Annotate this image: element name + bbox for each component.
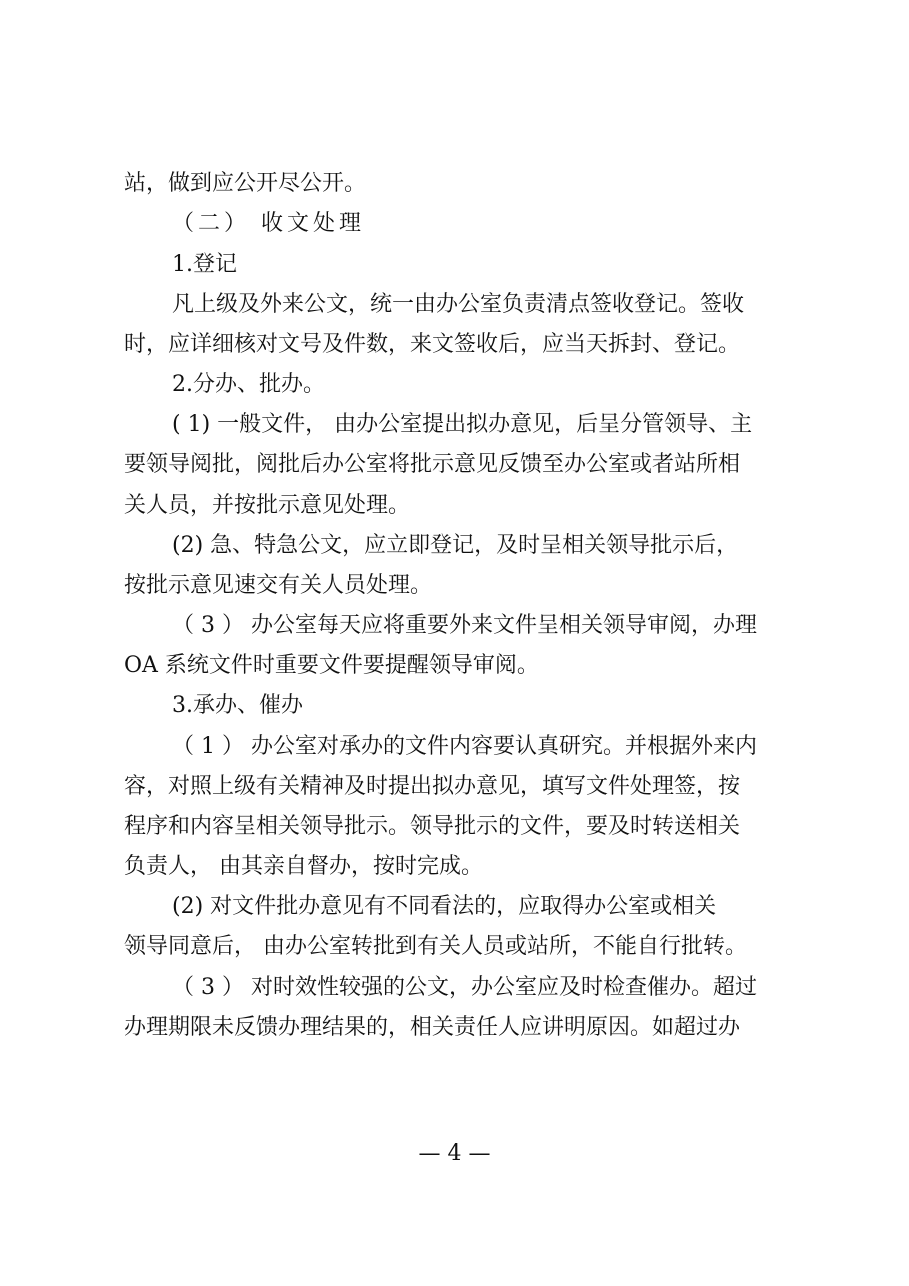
body-line: 负责人， 由其亲自督办，按时完成。 xyxy=(124,854,483,879)
body-line: （ 3 ） 办公室每天应将重要外来文件呈相关领导审阅，办理 xyxy=(172,613,757,638)
body-line: 时，应详细核对文号及件数，来文签收后，应当天拆封、登记。 xyxy=(124,332,741,357)
section-heading: （二） 收文处理 xyxy=(172,211,365,236)
body-line: 领导同意后， 由办公室转批到有关人员或站所，不能自行批转。 xyxy=(124,934,747,959)
body-line: 办理期限未反馈办理结果的，相关责任人应讲明原因。如超过办 xyxy=(124,1015,741,1040)
page-number: — 4 — xyxy=(418,1141,491,1166)
subheading-line: 1.登记 xyxy=(172,252,237,277)
body-line: 程序和内容呈相关领导批示。领导批示的文件，要及时转送相关 xyxy=(124,814,741,839)
body-line: 按批示意见速交有关人员处理。 xyxy=(124,573,433,598)
body-line: (2) 对文件批办意见有不同看法的，应取得办公室或相关 xyxy=(172,894,717,919)
body-line: 关人员，并按批示意见处理。 xyxy=(124,493,411,518)
body-line: 站，做到应公开尽公开。 xyxy=(124,171,367,196)
subheading-line: 2.分办、批办。 xyxy=(172,372,325,397)
body-line: 凡上级及外来公文，统一由办公室负责清点签收登记。签收 xyxy=(172,292,745,317)
body-line: (2) 急、特急公文，应立即登记，及时呈相关领导批示后， xyxy=(172,533,739,558)
body-line: ( 1) 一般文件， 由办公室提出拟办意见，后呈分管领导、主 xyxy=(172,412,753,437)
body-line: （ 1 ） 办公室对承办的文件内容要认真研究。并根据外来内 xyxy=(172,734,757,759)
body-line: 要领导阅批，阅批后办公室将批示意见反馈至办公室或者站所相 xyxy=(124,452,741,477)
body-line: （ 3 ） 对时效性较强的公文，办公室应及时检查催办。超过 xyxy=(172,975,757,1000)
body-line: OA 系统文件时重要文件要提醒领导审阅。 xyxy=(124,653,539,678)
subheading-line: 3.承办、催办 xyxy=(172,693,303,718)
body-line: 容，对照上级有关精神及时提出拟办意见，填写文件处理签，按 xyxy=(124,774,741,799)
